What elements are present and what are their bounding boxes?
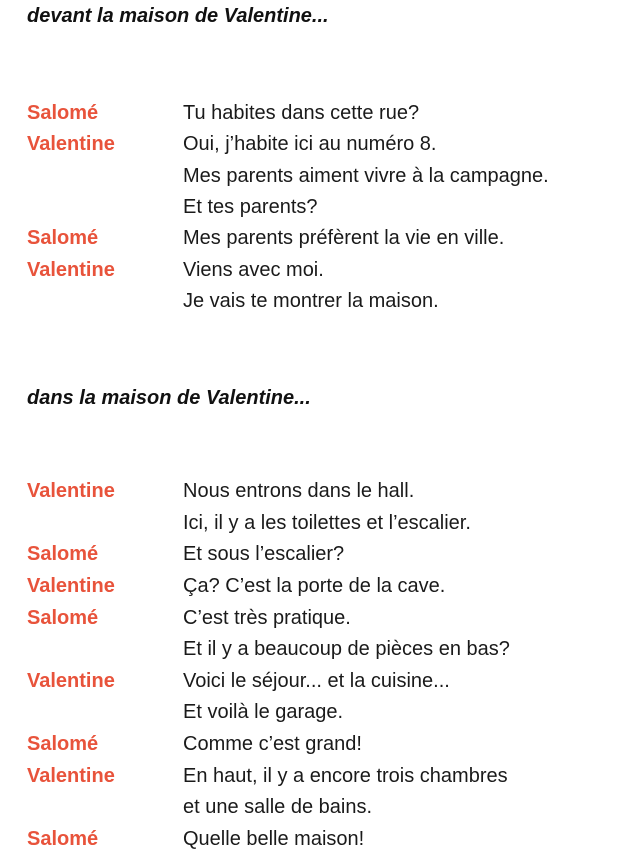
speaker-name: Valentine <box>27 258 115 281</box>
speaker-name: Salomé <box>27 543 99 566</box>
dialogue-text: Et sous l’escalier? <box>183 543 345 566</box>
dialogue-line <box>27 697 627 729</box>
dialogue-text: Et il y a beaucoup de pièces en bas? <box>183 638 510 661</box>
dialogue-inside-house <box>27 476 627 855</box>
dialogue-line <box>27 666 627 698</box>
dialogue-line <box>27 476 627 508</box>
speaker-name: Salomé <box>27 102 99 125</box>
speaker-name: Salomé <box>27 227 99 250</box>
dialogue-text: Mes parents préfèrent la vie en ville. <box>183 227 505 250</box>
dialogue-line <box>27 571 627 603</box>
dialogue-line <box>27 792 627 824</box>
dialogue-line <box>27 539 627 571</box>
dialogue-text: Tu habites dans cette rue? <box>183 102 420 125</box>
speaker-name: Salomé <box>27 733 99 756</box>
speaker-name: Salomé <box>27 827 99 850</box>
speaker-name: Valentine <box>27 575 115 598</box>
dialogue-text: Comme c’est grand! <box>183 733 362 756</box>
dialogue-line <box>27 192 627 223</box>
dialogue-line <box>27 729 627 761</box>
dialogue-text: Mes parents aiment vivre à la campagne. <box>183 164 549 187</box>
scene-title-front-of-house: devant la maison de Valentine... <box>27 5 329 27</box>
dialogue-text: C’est très pratique. <box>183 606 351 629</box>
speaker-name: Valentine <box>27 669 115 692</box>
dialogue-text: Viens avec moi. <box>183 258 324 281</box>
speaker-name: Valentine <box>27 133 115 156</box>
dialogue-line <box>27 223 627 254</box>
speaker-name: Salomé <box>27 606 99 629</box>
speaker-name: Valentine <box>27 480 115 503</box>
dialogue-text: Je vais te montrer la maison. <box>183 289 439 312</box>
dialogue-text: Et tes parents? <box>183 196 318 219</box>
dialogue-text: En haut, il y a encore trois chambres <box>183 764 508 787</box>
dialogue-line <box>27 824 627 855</box>
dialogue-line <box>27 98 627 129</box>
dialogue-line <box>27 254 627 285</box>
dialogue-text: Voici le séjour... et la cuisine... <box>183 669 450 692</box>
dialogue-line <box>27 602 627 634</box>
dialogue-line <box>27 634 627 666</box>
dialogue-text: Nous entrons dans le hall. <box>183 480 415 503</box>
dialogue-text: Oui, j’habite ici au numéro 8. <box>183 133 437 156</box>
dialogue-line <box>27 508 627 540</box>
dialogue-text: Ça? C’est la porte de la cave. <box>183 575 446 598</box>
dialogue-line <box>27 760 627 792</box>
speaker-name: Valentine <box>27 764 115 787</box>
dialogue-line <box>27 286 627 317</box>
dialogue-line <box>27 129 627 160</box>
dialogue-line <box>27 161 627 192</box>
dialogue-text: Ici, il y a les toilettes et l’escalier. <box>183 511 471 534</box>
dialogue-front-of-house <box>27 98 627 317</box>
dialogue-text: Quelle belle maison! <box>183 827 365 850</box>
dialogue-text: Et voilà le garage. <box>183 701 344 724</box>
dialogue-text: et une salle de bains. <box>183 796 373 819</box>
scene-title-inside-house: dans la maison de Valentine... <box>27 387 311 409</box>
